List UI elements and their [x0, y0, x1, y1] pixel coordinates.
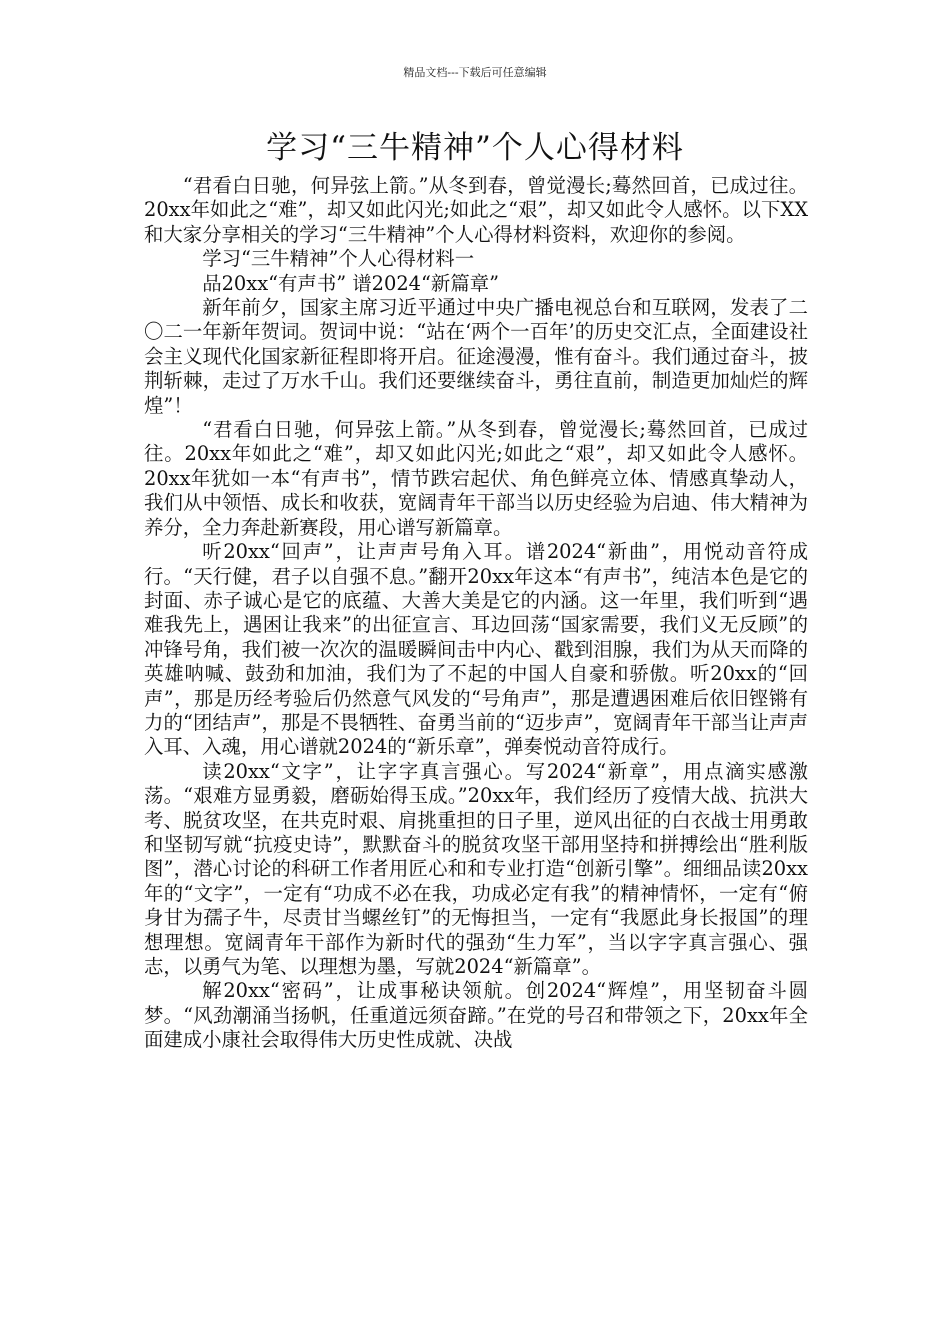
body-paragraph: “君看白日驰，何异弦上箭。”从冬到春，曾觉漫长;蓦然回首，已成过往。20xx年如此之“难”，却又如此闪光;如此之“艰”，却又如此令人感怀。20xx年犹如一本“有声书”，情节跌宕起伏、角色鲜亮立体、情感真挚动人，我们从中领悟、成长和收获，宽阔青年干部当以历史经验为启迪、伟大精神为养分，全力奔赴新赛段，用心谱写新篇章。	[144, 418, 808, 539]
section-title: 学习“三牛精神”个人心得材料一	[202, 247, 475, 271]
body-paragraph: 新年前夕，国家主席习近平通过中央广播电视总台和互联网，发表了二〇二一年新年贺词。贺词中说：“站在‘两个一百年’的历史交汇点，全面建设社会主义现代化国家新征程即将开启。征途漫漫，惟有奋斗。我们通过奋斗，披荆斩棘，走过了万水千山。我们还要继续奋斗，勇往直前，制造更加灿烂的辉煌”！	[144, 296, 808, 417]
page-header: 精品文档---下载后可任意编辑	[403, 66, 547, 79]
section-subtitle: 品20xx“有声书” 谱2024“新篇章”	[202, 271, 500, 295]
body-paragraph: 读20xx“文字”，让字字真言强心。写2024“新章”，用点滴实感激荡。“艰难方显勇毅，磨砺始得玉成。”20xx年，我们经历了疫情大战、抗洪大考、脱贫攻坚，在共克时艰、肩挑重担的日子里，逆风出征的白衣战士用勇敢和坚韧写就“抗疫史诗”，默默奋斗的脱贫攻坚干部用坚持和拼搏绘出“胜利版图”，潜心讨论的科研工作者用匠心和和专业打造“创新引擎”。细细品读20xx年的“文字”，一定有“功成不必在我，功成必定有我”的精神情怀，一定有“俯身甘为孺子牛，尽责甘当螺丝钉”的无悔担当，一定有“我愿此身长报国”的理想理想。宽阔青年干部作为新时代的强劲“生力军”，当以字字真言强心、强志，以勇气为笔、以理想为墨，写就2024“新篇章”。	[144, 759, 808, 978]
document-body	[144, 174, 808, 1053]
document-title: 学习“三牛精神”个人心得材料	[266, 130, 684, 166]
intro-paragraph: “君看白日驰，何异弦上箭。”从冬到春，曾觉漫长;蓦然回首，已成过往。20xx年如此之“难”，却又如此闪光;如此之“艰”，却又如此令人感怀。以下XX和大家分享相关的学习“三牛精神”个人心得材料资料，欢迎你的参阅。	[144, 174, 808, 246]
body-paragraph: 听20xx“回声”，让声声号角入耳。谱2024“新曲”，用悦动音符成行。“天行健，君子以自强不息。”翻开20xx年这本“有声书”，纯洁本色是它的封面、赤子诚心是它的底蕴、大善大美是它的内涵。这一年里，我们听到“遇难我先上，遇困让我来”的出征宣言、耳边回荡“国家需要，我们义无反顾”的冲锋号角，我们被一次次的温暖瞬间击中内心、戳到泪腺，我们为从天而降的英雄呐喊、鼓劲和加油，我们为了不起的中国人自豪和骄傲。听20xx的“回声”，那是历经考验后仍然意气风发的“号角声”，那是遭遇困难后依旧铿锵有力的“团结声”，那是不畏牺牲、奋勇当前的“迈步声”，宽阔青年干部当让声声入耳、入魂，用心谱就2024的“新乐章”，弹奏悦动音符成行。	[144, 540, 808, 759]
body-paragraph: 解20xx“密码”，让成事秘诀领航。创2024“辉煌”，用坚韧奋斗圆梦。“风劲潮涌当扬帆，任重道远须奋蹄。”在党的号召和带领之下，20xx年全面建成小康社会取得伟大历史性成就、决战	[144, 979, 808, 1052]
